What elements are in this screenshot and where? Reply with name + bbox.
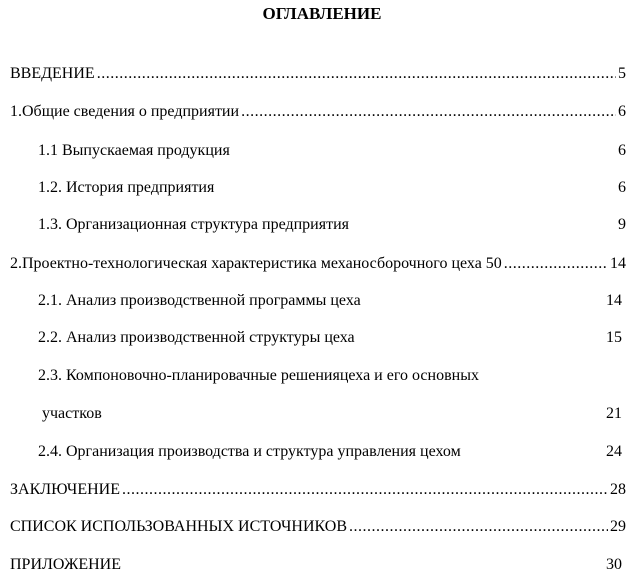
toc-entry-section-2-4[interactable] <box>38 442 622 462</box>
toc-entry-section-1-1[interactable] <box>38 141 626 161</box>
leader-dots <box>349 517 608 537</box>
toc-entry-section-1-2[interactable] <box>38 178 626 198</box>
toc-page-number: 15 <box>606 329 622 346</box>
leader-dots <box>241 102 616 122</box>
toc-entry-text: 2.4. Организация производства и структура управления цехом <box>38 443 461 460</box>
toc-entry-section-2-2[interactable] <box>38 328 622 348</box>
toc-entry-text: 2.2. Анализ производственной структуры цеха <box>38 329 355 346</box>
toc-chapter-number: 1. <box>10 103 22 120</box>
toc-entry-section-1-3[interactable] <box>38 215 626 235</box>
toc-chapter-number: 2. <box>10 255 22 272</box>
toc-entry-text: ЗАКЛЮЧЕНИЕ <box>10 481 120 498</box>
toc-page-number: 6 <box>618 142 626 159</box>
toc-entry-text-continuation: участков <box>42 405 102 422</box>
leader-dots <box>504 254 608 274</box>
toc-entry-conclusion[interactable] <box>10 480 626 500</box>
toc-page-number: 29 <box>610 518 626 535</box>
toc-entry-text: 1.3. Организационная структура предприятия <box>38 216 349 233</box>
toc-page-number: 6 <box>618 179 626 196</box>
leader-dots <box>122 480 608 500</box>
toc-entry-text: 2.3. Компоновочно-планировачные решенияцеха и его основных <box>38 367 479 384</box>
toc-page-number: 24 <box>606 443 622 460</box>
toc-entry-text: ВВЕДЕНИЕ <box>10 65 95 82</box>
toc-page-number: 14 <box>606 292 622 309</box>
toc-entry-text: Общие сведения о предприятии <box>22 103 240 120</box>
toc-page-number: 9 <box>618 216 626 233</box>
toc-entry-text: 1.1 Выпускаемая продукция <box>38 142 230 159</box>
toc-entry-section-2-1[interactable] <box>38 291 622 311</box>
toc-entry-text: Проектно-технологическая характеристика механосборочного цеха 50 <box>22 255 502 272</box>
toc-entry-introduction[interactable] <box>10 64 626 84</box>
toc-entry-chapter-1[interactable] <box>10 102 626 122</box>
toc-entry-text: СПИСОК ИСПОЛЬЗОВАННЫХ ИСТОЧНИКОВ <box>10 518 348 535</box>
toc-entry-section-2-3[interactable] <box>38 366 622 386</box>
toc-page-number: 21 <box>606 405 622 422</box>
toc-page-number: 14 <box>610 255 626 272</box>
toc-entry-text: 1.2. История предприятия <box>38 179 215 196</box>
toc-title: ОГЛАВЛЕНИЕ <box>262 4 382 23</box>
toc-entry-text: 2.1. Анализ производственной программы цеха <box>38 292 361 309</box>
toc-page-number: 6 <box>618 103 626 120</box>
toc-page-number: 30 <box>606 556 622 573</box>
toc-page-number: 5 <box>618 65 626 82</box>
toc-entry-references[interactable] <box>10 517 626 537</box>
toc-entry-text: ПРИЛОЖЕНИЕ <box>10 556 122 573</box>
toc-entry-chapter-2[interactable] <box>10 254 626 274</box>
leader-dots <box>97 64 616 84</box>
toc-entry-section-2-3-continuation[interactable] <box>42 404 622 424</box>
toc-entry-appendix[interactable] <box>10 555 622 575</box>
toc-page-number: 28 <box>610 481 626 498</box>
